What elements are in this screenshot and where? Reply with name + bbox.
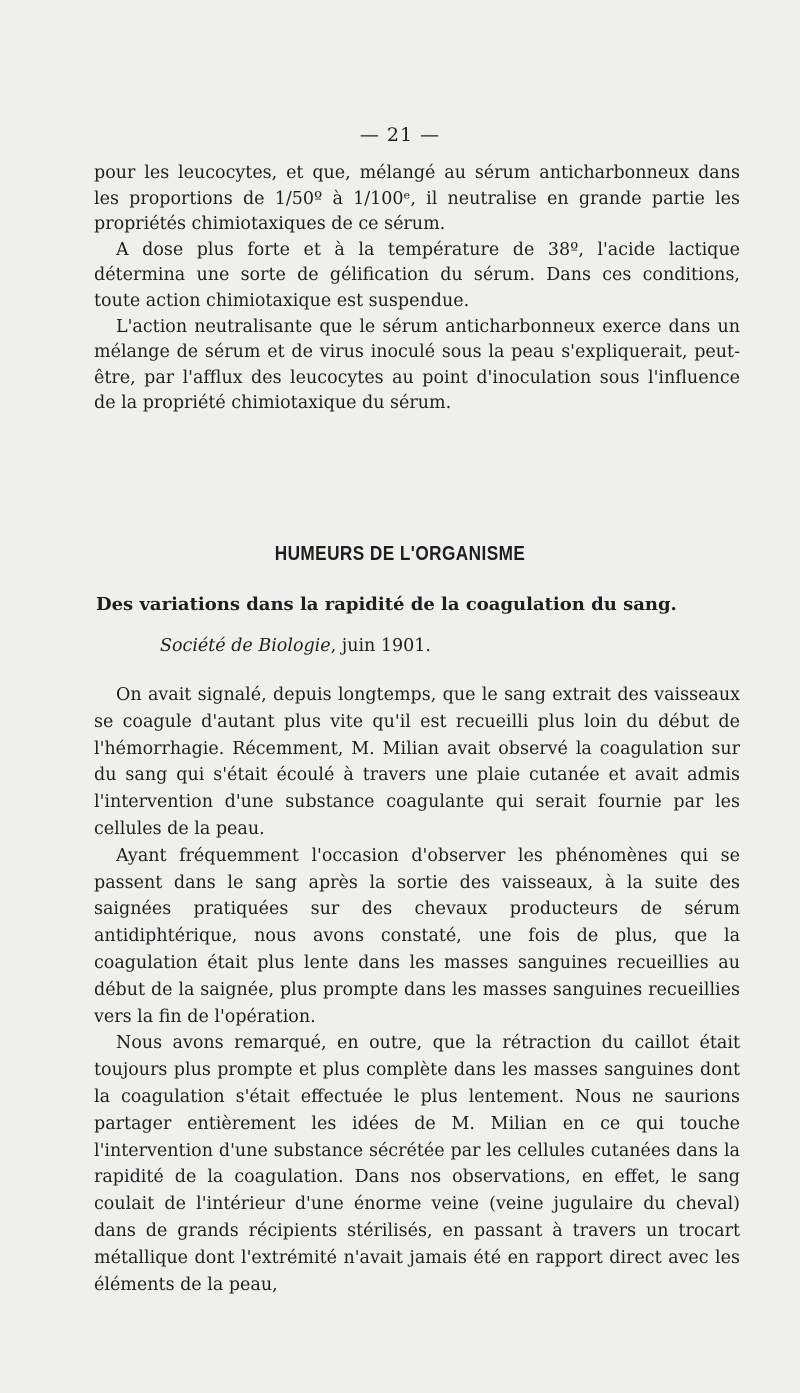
top-text-block [94, 161, 740, 417]
section-heading: HUMEURS DE L'ORGANISME [274, 543, 526, 565]
page-number: — 21 — [359, 124, 441, 146]
paragraph-retraction: Nous avons remarqué, en outre, que la rétraction du caillot était toujours plus prompte et plus complète dans les masses sanguines dont la coagulation s'était effectuée le plus lentement. Nous ne saurions partager entièrement les idées de M. Milian en ce qui touche l'intervention d'une substance sécrétée par les cellules cutanées dans la rapidité de la coagulation. Dans nos observations, en effet, le sang coulait de l'intérieur d'une énorme veine (veine jugulaire du cheval) dans de grands récipients stérilisés, en passant à travers un trocart métallique dont l'extrémité n'avait jamais été en rapport direct avec les éléments de la peau, [94, 1033, 740, 1295]
paragraph-continuation: pour les leucocytes, et que, mélangé au sérum anticharbonneux dans les proportions de 1/50º à 1/100ᵉ, il neutralise en grande partie les propriétés chimiotaxiques de ce sérum. [94, 163, 740, 235]
paragraph-intro: On avait signalé, depuis longtemps, que le sang extrait des vaisseaux se coagule d'autant plus vite qu'il est recueilli plus loin du début de l'hémorrhagie. Récemment, M. Milian avait observé la coagulation sur du sang qui s'était écoulé à travers une plaie cutanée et avait admis l'intervention d'une substance coagulante qui serait fournie par les cellules de la peau. [94, 685, 740, 839]
citation-journal: Société de Biologie [160, 636, 331, 656]
paragraph-neutralising-action: L'action neutralisante que le sérum anticharbonneux exerce dans un mélange de sérum et de virus inoculé sous la peau s'expliquerait, peut-être, par l'afflux des leucocytes au point d'inoculation sous l'influence de la propriété chimiotaxique du sérum. [94, 316, 740, 414]
article-title: Des variations dans la rapidité de la coagulation du sang. [96, 594, 677, 615]
paragraph-observations: Ayant fréquemment l'occasion d'observer les phénomènes qui se passent dans le sang après la sortie des vaisseaux, à la suite des saignées pratiquées sur des chevaux producteurs de sérum antidiphtérique, nous avons constaté, une fois de plus, que la coagulation était plus lente dans les masses sanguines recueillies au début de la saignée, plus prompte dans les masses sanguines recueillies vers la fin de l'opération. [94, 845, 740, 1027]
citation-date: , juin 1901. [330, 636, 431, 656]
citation [160, 636, 431, 656]
article-body [94, 682, 740, 1298]
paragraph-lactic-acid: A dose plus forte et à la température de 38º, l'acide lactique détermina une sorte de gélification du sérum. Dans ces conditions, toute action chimiotaxique est suspendue. [94, 239, 740, 311]
